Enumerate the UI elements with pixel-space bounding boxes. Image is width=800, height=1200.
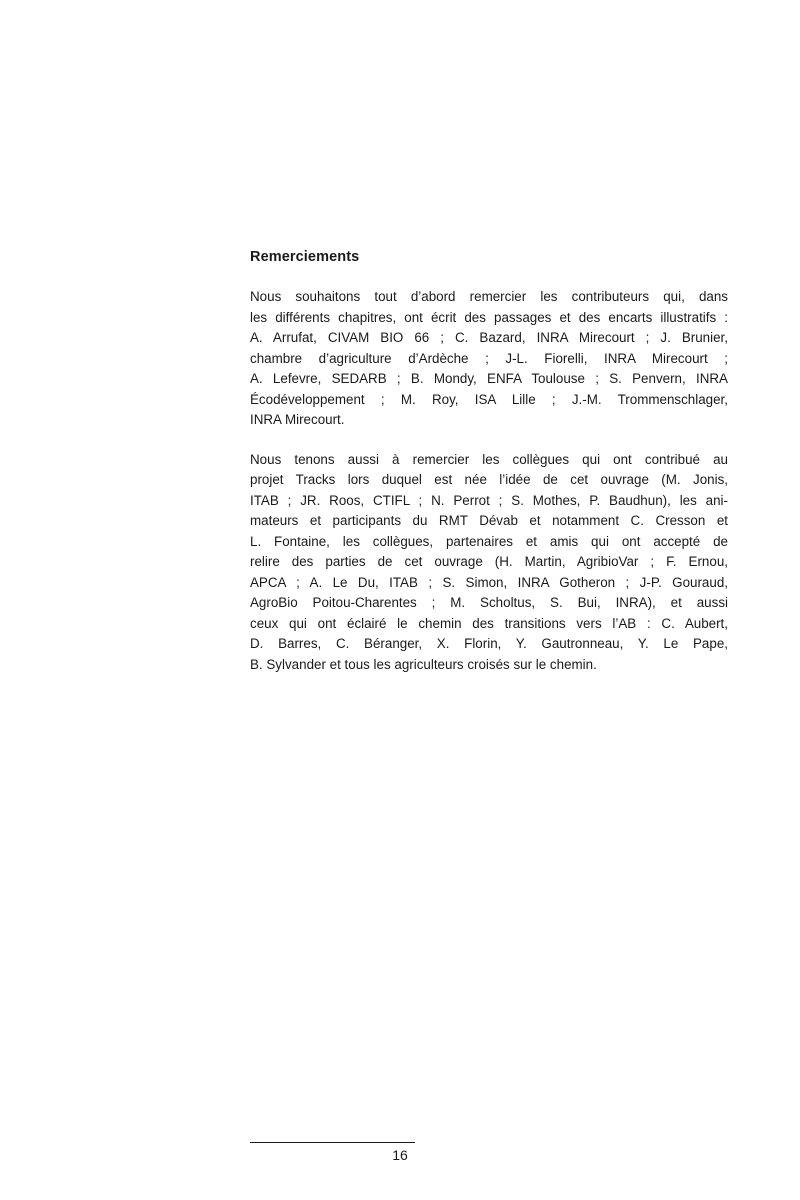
text-line: B. Sylvander et tous les agriculteurs croisés sur le chemin.: [250, 656, 597, 672]
text-line: chambre d’agriculture d’Ardèche ; J-L. Fiorelli, INRA Mirecourt ;: [250, 350, 728, 366]
text-line: les différents chapitres, ont écrit des passages et des encarts illustratifs :: [250, 309, 728, 325]
text-line: A. Arrufat, CIVAM BIO 66 ; C. Bazard, INRA Mirecourt ; J. Brunier,: [250, 330, 728, 345]
text-line: D. Barres, C. Béranger, X. Florin, Y. Gautronneau, Y. Le Pape,: [250, 636, 728, 651]
text-line: INRA Mirecourt.: [250, 412, 345, 427]
text-line: Nous tenons aussi à remercier les collègues qui ont contribué au: [250, 451, 728, 467]
section-title: Remerciements: [250, 249, 360, 265]
text-line: projet Tracks lors duquel est née l’idée de cet ouvrage (M. Jonis,: [250, 472, 728, 487]
text-line: ceux qui ont éclairé le chemin des transitions vers l’AB : C. Aubert,: [250, 615, 728, 631]
paragraph-colleagues: [250, 450, 728, 676]
paragraph-contributors: [250, 287, 728, 431]
footer-rule: [250, 1142, 415, 1143]
text-line: L. Fontaine, les collègues, partenaires et amis qui ont accepté de: [250, 533, 728, 549]
text-line: relire des parties de cet ouvrage (H. Martin, AgribioVar ; F. Ernou,: [250, 554, 728, 569]
text-line: mateurs et participants du RMT Dévab et notamment C. Cresson et: [250, 513, 728, 528]
text-line: AgroBio Poitou-Charentes ; M. Scholtus, S. Bui, INRA), et aussi: [250, 595, 728, 610]
text-line: APCA ; A. Le Du, ITAB ; S. Simon, INRA Gotheron ; J-P. Gouraud,: [250, 574, 728, 590]
text-line: A. Lefevre, SEDARB ; B. Mondy, ENFA Toulouse ; S. Penvern, INRA: [250, 371, 728, 386]
text-line: Nous souhaitons tout d’abord remercier les contributeurs qui, dans: [250, 289, 728, 304]
text-line: ITAB ; JR. Roos, CTIFL ; N. Perrot ; S. Mothes, P. Baudhun), les ani-: [250, 492, 728, 508]
page-number: 16: [392, 1147, 408, 1163]
text-line: Écodéveloppement ; M. Roy, ISA Lille ; J.-M. Trommenschlager,: [250, 391, 728, 407]
acknowledgements-section: [250, 249, 728, 675]
